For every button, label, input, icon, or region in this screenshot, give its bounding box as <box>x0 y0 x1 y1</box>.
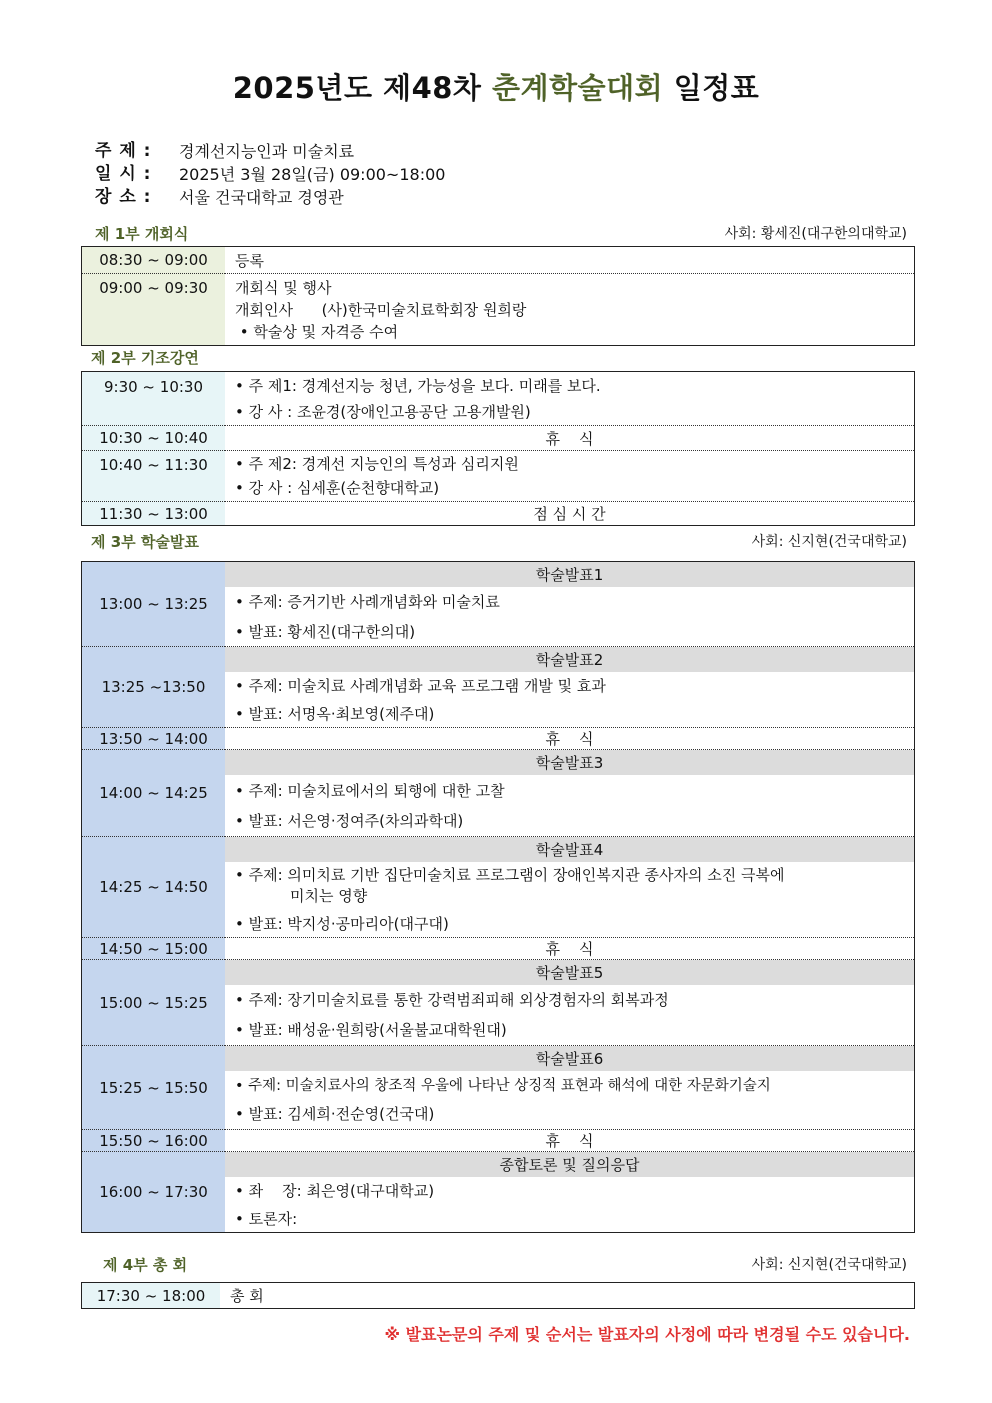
part2-table <box>81 371 915 526</box>
part1-host: 사회: 황세진(대구한의대학교) <box>724 226 907 242</box>
desc-cell: 총 회 <box>230 1287 264 1305</box>
info-row-place <box>95 186 445 209</box>
table-row <box>82 938 915 960</box>
info-row-date <box>95 163 445 186</box>
table-row <box>82 1152 915 1177</box>
session-presenter: • 발표: 서명옥·최보영(제주대) <box>235 704 435 723</box>
time-cell: 15:25 ~ 15:50 <box>82 1046 226 1130</box>
session-presenter: • 발표: 서은영·정여주(차의과학대) <box>235 812 464 831</box>
time-cell: 13:25 ~13:50 <box>82 647 226 728</box>
table-row <box>82 274 915 346</box>
part1-header <box>81 223 915 245</box>
time-cell: 15:50 ~ 16:00 <box>82 1130 226 1152</box>
part3-host: 사회: 신지현(건국대학교) <box>751 534 907 550</box>
part4-table <box>81 1282 915 1309</box>
session-topic-cell <box>225 862 915 910</box>
part4-header <box>81 1254 915 1276</box>
session-header: 학술발표1 <box>225 562 915 587</box>
break-cell: 휴 식 <box>225 728 915 750</box>
session-panel: • 토론자: <box>235 1209 298 1228</box>
session-presenter: • 발표: 황세진(대구한의대) <box>235 622 416 641</box>
time-cell: 9:30 ~ 10:30 <box>82 372 226 426</box>
title-part1: 2025년도 제48차 <box>232 71 493 105</box>
part1-title: 제 1부 개회식 <box>95 225 189 243</box>
session-header: 종합토론 및 질의응답 <box>225 1152 915 1177</box>
time-cell: 13:00 ~ 13:25 <box>82 562 226 647</box>
desc-cell <box>225 451 915 502</box>
session-topic: • 주제: 증거기반 사례개념화와 미술치료 <box>235 593 500 611</box>
time-cell: 08:30 ~ 09:00 <box>82 247 226 274</box>
table-row <box>82 372 915 426</box>
desc-line: • 강 사 : 심세훈(순천향대학교) <box>235 479 440 497</box>
session-topic: • 주제: 미술치료에서의 퇴행에 대한 고찰 <box>235 781 505 800</box>
session-presenter: • 발표: 배성윤·원희랑(서울불교대학원대) <box>235 1021 507 1040</box>
part3-title: 제 3부 학술발표 <box>91 533 199 551</box>
table-row <box>82 960 915 985</box>
change-notice: ※ 발표논문의 주제 및 순서는 발표자의 사정에 따라 변경될 수도 있습니다. <box>384 1325 910 1344</box>
info-value: 서울 건국대학교 경영관 <box>179 188 344 207</box>
session-header: 학술발표5 <box>225 960 915 985</box>
info-value: 2025년 3월 28일(금) 09:00~18:00 <box>179 165 446 184</box>
event-info <box>95 140 445 209</box>
desc-cell <box>225 372 915 426</box>
session-chair: • 좌 장: 최은영(대구대학교) <box>235 1182 435 1200</box>
time-cell: 09:00 ~ 09:30 <box>82 274 226 346</box>
session-header: 학술발표4 <box>225 837 915 862</box>
table-row <box>82 1046 915 1071</box>
table-row <box>82 728 915 750</box>
session-topic: • 주제: 장기미술치료를 통한 강력범죄피해 외상경험자의 회복과정 <box>235 991 669 1009</box>
table-row <box>82 426 915 451</box>
lunch-cell: 점 심 시 간 <box>225 502 915 526</box>
time-cell: 11:30 ~ 13:00 <box>82 502 226 526</box>
break-cell: 휴 식 <box>225 1130 915 1152</box>
part3-table <box>81 561 915 1233</box>
desc-line: • 학술상 및 자격증 수여 <box>235 322 399 341</box>
info-label: 주 제 : <box>95 141 152 161</box>
part2-header <box>81 347 915 369</box>
time-cell: 16:00 ~ 17:30 <box>82 1152 226 1233</box>
table-row <box>82 750 915 775</box>
table-row <box>82 1130 915 1152</box>
session-presenter: • 발표: 박지성·공마리아(대구대) <box>235 914 449 933</box>
session-header: 학술발표3 <box>225 750 915 775</box>
desc-line: 개회식 및 행사 <box>235 278 332 297</box>
info-label: 일 시 : <box>95 164 152 184</box>
part1-table <box>81 246 915 346</box>
title-part2: 춘계학술대회 <box>492 71 664 105</box>
time-cell: 14:25 ~ 14:50 <box>82 837 226 938</box>
table-row <box>82 1283 915 1309</box>
time-cell: 13:50 ~ 14:00 <box>82 728 226 750</box>
table-row <box>82 451 915 502</box>
info-label: 장 소 : <box>95 187 152 207</box>
part2-title: 제 2부 기조강연 <box>91 349 199 367</box>
break-cell: 휴 식 <box>225 938 915 960</box>
time-cell: 14:50 ~ 15:00 <box>82 938 226 960</box>
desc-line: 개회인사 (사)한국미술치료학회장 원희랑 <box>235 300 527 319</box>
desc-cell <box>225 274 915 346</box>
part4-title: 제 4부 총 회 <box>103 1256 188 1274</box>
session-topic: • 주제: 의미치료 기반 집단미술치료 프로그램이 장애인복지관 종사자의 소진 극복에 <box>235 865 785 884</box>
table-row <box>82 247 915 274</box>
desc-cell: 등록 <box>235 251 264 270</box>
table-row <box>82 562 915 587</box>
session-topic: • 주제: 미술치료사의 창조적 우울에 나타난 상징적 표현과 해석에 대한 자문화기술지 <box>235 1078 771 1094</box>
time-cell: 17:30 ~ 18:00 <box>82 1283 221 1309</box>
time-cell: 10:30 ~ 10:40 <box>82 426 226 451</box>
table-row <box>82 837 915 862</box>
session-header: 학술발표2 <box>225 647 915 672</box>
part4-host: 사회: 신지현(건국대학교) <box>751 1257 907 1273</box>
page-title <box>0 66 992 107</box>
info-value: 경계선지능인과 미술치료 <box>179 142 355 161</box>
title-part3: 일정표 <box>663 71 760 105</box>
part3-header <box>81 531 915 553</box>
break-cell: 휴 식 <box>225 426 915 451</box>
desc-line: • 주 제2: 경계선 지능인의 특성과 심리지원 <box>235 455 519 473</box>
session-presenter: • 발표: 김세희·전순영(건국대) <box>235 1105 435 1124</box>
desc-line: • 주 제1: 경계선지능 청년, 가능성을 보다. 미래를 보다. <box>235 376 601 395</box>
desc-line: • 강 사 : 조윤경(장애인고용공단 고용개발원) <box>235 402 531 421</box>
table-row <box>82 647 915 672</box>
session-header: 학술발표6 <box>225 1046 915 1071</box>
table-row <box>82 502 915 526</box>
time-cell: 14:00 ~ 14:25 <box>82 750 226 837</box>
time-cell: 15:00 ~ 15:25 <box>82 960 226 1046</box>
time-cell: 10:40 ~ 11:30 <box>82 451 226 502</box>
session-topic: • 주제: 미술치료 사례개념화 교육 프로그램 개발 및 효과 <box>235 677 606 695</box>
session-topic-cont: 미치는 영향 <box>290 886 368 905</box>
info-row-topic <box>95 140 445 163</box>
